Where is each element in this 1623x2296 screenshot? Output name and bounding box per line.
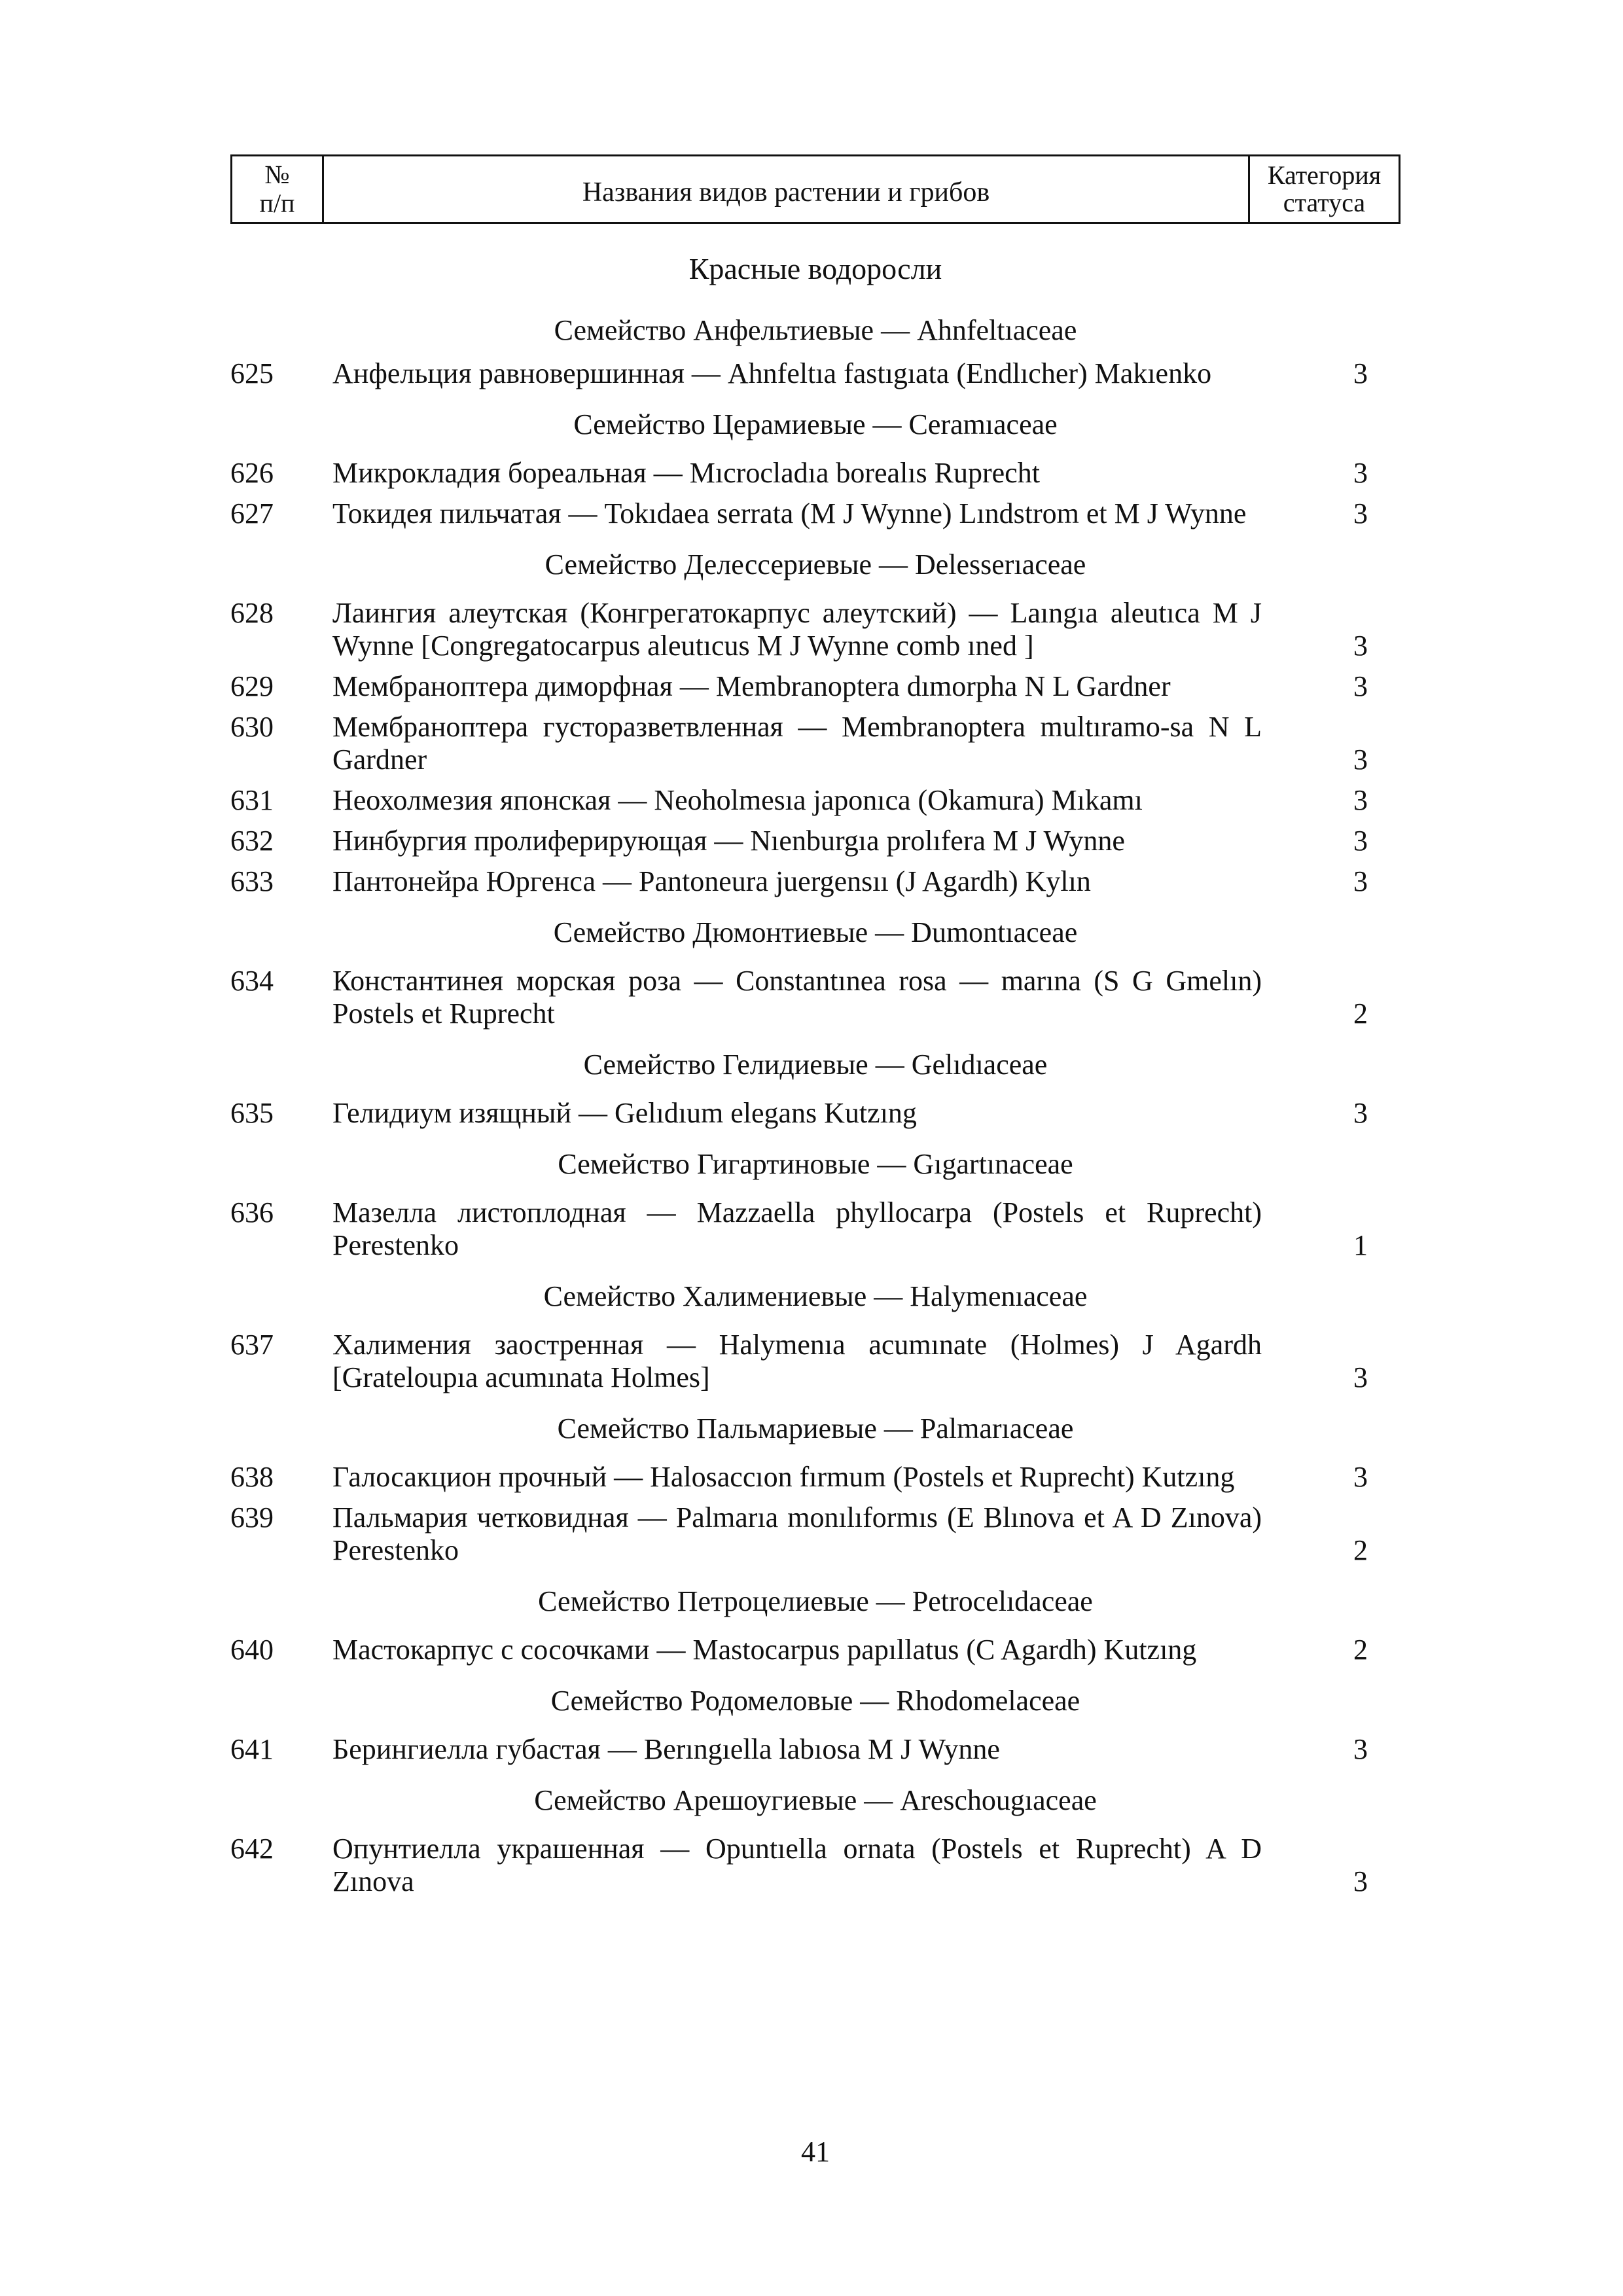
entry-number: 630 — [230, 711, 274, 743]
status-category: 3 — [1353, 744, 1368, 776]
table-header — [230, 154, 1400, 224]
species-entry — [230, 1196, 1400, 1262]
species-entry — [230, 1733, 1400, 1766]
species-name: Токидея пильчатая — Tokıdaea serrata (M J Wynne) Lındstrom et M J Wynne — [332, 497, 1247, 529]
entry-number: 636 — [230, 1196, 274, 1229]
header-number-line2: п/п — [259, 188, 295, 218]
status-category: 2 — [1353, 1534, 1368, 1566]
species-name: Опунтиелла украшенная — Opuntıella ornata (Postels et Ruprecht) A D Zınova — [332, 1833, 1262, 1897]
species-name: Нинбургия пролиферирующая — Nıenburgıa prolıfera M J Wynne — [332, 825, 1125, 857]
entry-number: 642 — [230, 1833, 274, 1865]
status-category: 1 — [1353, 1229, 1368, 1261]
family-heading: Семейство Дюмонтиевые — Dumontıaceae — [553, 916, 1078, 948]
header-category-cell — [1248, 156, 1399, 222]
species-name: Лаингия алеутская (Конгрегатокарпус алеутский) — Laıngıa aleutıca M J Wynne [Congregatocarpus aleutıcus M J Wynne comb ıned ] — [332, 597, 1262, 662]
family-heading: Семейство Церамиевые — Ceramıaceae — [573, 408, 1058, 440]
entry-number: 640 — [230, 1634, 274, 1666]
entry-number: 629 — [230, 670, 274, 702]
family-heading: Семейство Родомеловые — Rhodomelaceae — [550, 1685, 1080, 1717]
entry-number: 632 — [230, 825, 274, 857]
entry-number: 625 — [230, 357, 274, 389]
family-heading: Семейство Анфельтиевые — Ahnfeltıaceae — [554, 314, 1077, 346]
family-heading: Семейство Делессериевые — Delesserıaceae — [544, 548, 1086, 581]
family-heading: Семейство Халимениевые — Halymenıaceae — [543, 1280, 1088, 1312]
species-entry — [230, 1833, 1400, 1898]
entry-number: 635 — [230, 1097, 274, 1129]
entry-number: 627 — [230, 497, 274, 529]
status-category: 3 — [1353, 1097, 1368, 1129]
header-category-line1: Категория — [1267, 160, 1382, 190]
species-name: Пантонейра Юргенса — Pantoneura juergensıı (J Agardh) Kylın — [332, 865, 1091, 897]
species-name: Пальмария четковидная — Palmarıa monılıformıs (E Blınova et A D Zınova) Perestenko — [332, 1501, 1262, 1566]
entry-number: 641 — [230, 1733, 274, 1765]
header-number-line1: № — [264, 160, 290, 189]
family-heading: Семейство Петроцелиевые — Petrocelıdaceae — [538, 1585, 1093, 1617]
species-entry — [230, 457, 1400, 490]
species-name: Мембраноптера густоразветвленная — Membranoptera multıramo-sa N L Gardner — [332, 711, 1262, 776]
entry-number: 639 — [230, 1501, 274, 1534]
species-entry — [230, 825, 1400, 857]
entry-number: 637 — [230, 1329, 274, 1361]
family-heading: Семейство Пальмариевые — Palmarıaceae — [557, 1412, 1074, 1444]
status-category: 2 — [1353, 997, 1368, 1030]
status-category: 3 — [1353, 1865, 1368, 1897]
status-category: 3 — [1353, 497, 1368, 529]
species-entry — [230, 497, 1400, 530]
species-entry — [230, 1097, 1400, 1130]
species-name: Гелидиум изящный — Gelıdıum elegans Kutzıng — [332, 1097, 917, 1129]
species-name: Анфельция равновершинная — Ahnfeltıa fastıgıata (Endlıcher) Makıenko — [332, 357, 1212, 389]
species-list — [230, 308, 1400, 1906]
status-category: 3 — [1353, 670, 1368, 702]
species-name: Неохолмезия японская — Neoholmesıa japonıca (Okamura) Mıkamı — [332, 784, 1143, 816]
species-name: Микрокладия бореальная — Mıcrocladıa borealıs Ruprecht — [332, 457, 1040, 489]
species-entry — [230, 670, 1400, 703]
header-name-label: Названия видов растении и грибов — [582, 177, 990, 207]
species-name: Галосакцион прочный — Halosaccıon fırmum (Postels et Ruprecht) Kutzıng — [332, 1461, 1235, 1493]
status-category: 3 — [1353, 865, 1368, 897]
status-category: 2 — [1353, 1634, 1368, 1666]
species-name: Халимения заостренная — Halymenıa acumınate (Holmes) J Agardh [Grateloupıa acumınata Holmes] — [332, 1329, 1262, 1393]
entry-number: 631 — [230, 784, 274, 816]
status-category: 3 — [1353, 1361, 1368, 1393]
species-entry — [230, 357, 1400, 390]
species-entry — [230, 1329, 1400, 1394]
status-category: 3 — [1353, 784, 1368, 816]
species-name: Мастокарпус с сосочками — Mastocarpus papıllatus (C Agardh) Kutzıng — [332, 1634, 1197, 1666]
header-number-cell — [232, 156, 324, 222]
status-category: 3 — [1353, 357, 1368, 389]
page-number: 41 — [801, 2136, 830, 2168]
header-name-cell — [324, 156, 1248, 222]
species-name: Мембраноптера диморфная — Membranoptera dımorpha N L Gardner — [332, 670, 1171, 702]
status-category: 3 — [1353, 630, 1368, 662]
status-category: 3 — [1353, 1461, 1368, 1493]
species-name: Константинея морская роза — Constantınea rosa — marına (S G Gmelın) Postels et Ruprecht — [332, 965, 1262, 1030]
entry-number: 626 — [230, 457, 274, 489]
species-entry — [230, 1634, 1400, 1666]
species-name: Берингиелла губастая — Berıngıella labıosa M J Wynne — [332, 1733, 1000, 1765]
family-heading: Семейство Гелидиевые — Gelıdıaceae — [583, 1049, 1048, 1081]
entry-number: 633 — [230, 865, 274, 897]
species-name: Мазелла листоплодная — Mazzaella phyllocarpa (Postels et Ruprecht) Perestenko — [332, 1196, 1262, 1261]
header-category-line2: статуса — [1283, 188, 1366, 217]
status-category: 3 — [1353, 1733, 1368, 1765]
species-entry — [230, 711, 1400, 776]
species-entry — [230, 865, 1400, 898]
species-entry — [230, 784, 1400, 817]
entry-number: 638 — [230, 1461, 274, 1493]
section-title: Красные водоросли — [688, 252, 942, 285]
status-category: 3 — [1353, 825, 1368, 857]
family-heading: Семейство Гигартиновые — Gıgartınaceae — [558, 1148, 1073, 1180]
entry-number: 628 — [230, 597, 274, 629]
species-entry — [230, 1461, 1400, 1494]
species-entry — [230, 1501, 1400, 1567]
entry-number: 634 — [230, 965, 274, 997]
status-category: 3 — [1353, 457, 1368, 489]
family-heading: Семейство Арешоугиевые — Areschougıaceae — [534, 1784, 1097, 1816]
species-entry — [230, 597, 1400, 662]
species-entry — [230, 965, 1400, 1030]
